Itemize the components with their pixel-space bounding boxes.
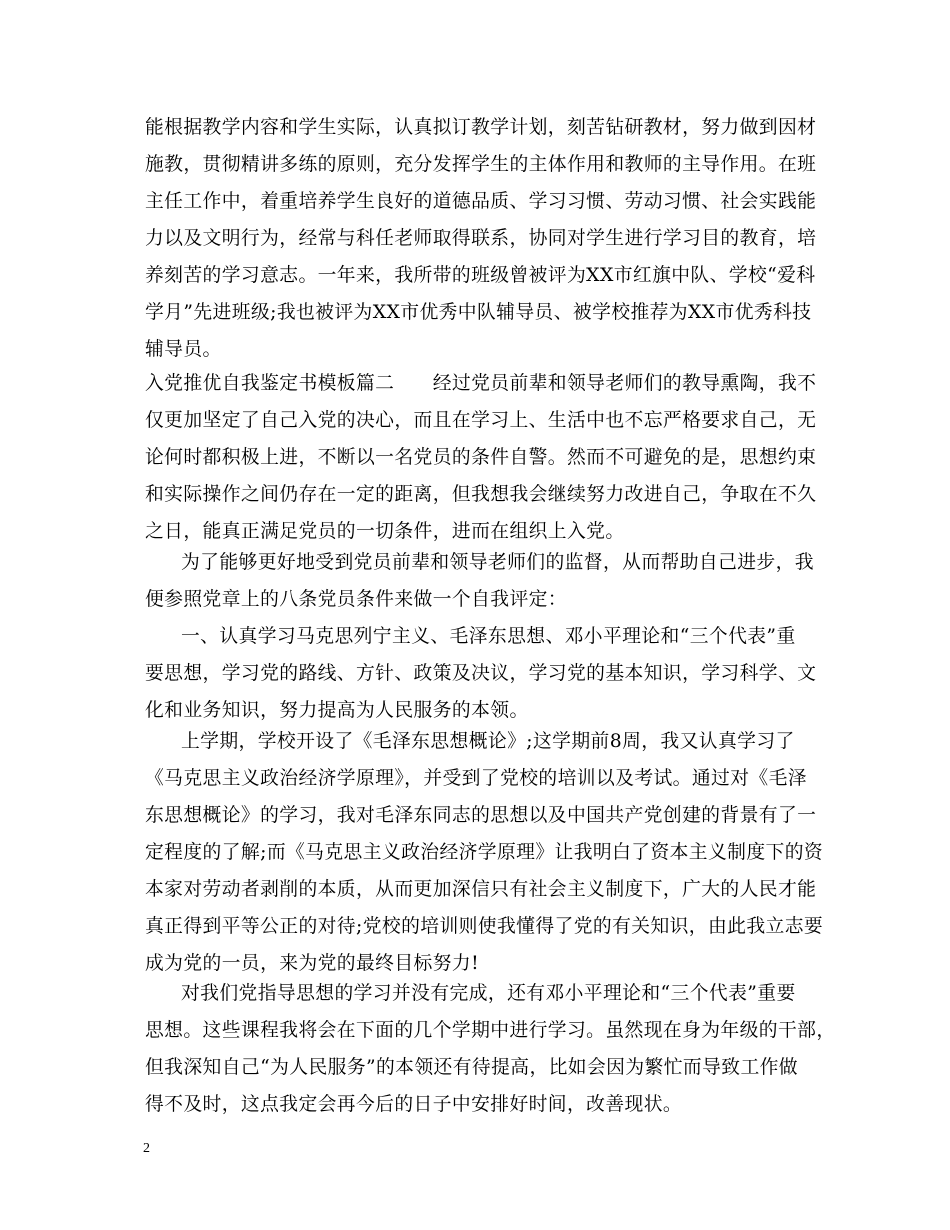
paragraph-5-line: 真正得到平等公正的对待;党校的培训则使我懂得了党的有关知识，由此我立志要 [145, 916, 824, 937]
paragraph-4-line: 一、认真学习马克思列宁主义、毛泽东思想、邓小平理论和“三个代表”重 [181, 626, 796, 647]
page-number: 2 [143, 1141, 150, 1156]
paragraph-5-line: 本家对劳动者剥削的本质，从而更加深信只有社会主义制度下，广大的人民才能 [145, 879, 817, 900]
paragraph-5-line: 成为党的一员，来为党的最终目标努力! [145, 953, 480, 974]
paragraph-5-line: 定程度的了解;而《马克思主义政治经济学原理》让我明白了资本主义制度下的资 [145, 842, 824, 863]
paragraph-1-line: 力以及文明行为，经常与科任老师取得联系，协同对学生进行学习目的教育，培 [145, 228, 817, 249]
paragraph-2-line: 入党推优自我鉴定书模板篇二 经过党员前辈和领导老师们的教导熏陶，我不 [145, 373, 817, 394]
paragraph-1-line: 施教，贯彻精讲多练的原则，充分发挥学生的主体作用和教师的主导作用。在班 [145, 154, 817, 175]
paragraph-6-line: 但我深知自己“为人民服务”的本领还有待提高，比如会因为繁忙而导致工作做 [145, 1057, 798, 1078]
paragraph-4-line: 化和业务知识，努力提高为人民服务的本领。 [145, 700, 529, 721]
paragraph-1-line: 主任工作中，着重培养学生良好的道德品质、学习习惯、劳动习惯、社会实践能 [145, 191, 817, 212]
paragraph-2-line: 和实际操作之间仍存在一定的距离，但我想我会继续努力改进自己，争取在不久 [145, 484, 817, 505]
paragraph-1-line: 养刻苦的学习意志。一年来，我所带的班级曾被评为XX市红旗中队、学校“爱科 [145, 265, 816, 286]
paragraph-2-line: 仅更加坚定了自己入党的决心，而且在学习上、生活中也不忘严格要求自己，无 [145, 410, 817, 431]
paragraph-2-line: 论何时都积极上进，不断以一名党员的条件自警。然而不可避免的是，思想约束 [145, 447, 817, 468]
paragraph-3-line: 便参照党章上的八条党员条件来做一个自我评定： [145, 589, 567, 610]
paragraph-1-line: 学月”先进班级;我也被评为XX市优秀中队辅导员、被学校推荐为XX市优秀科技 [145, 302, 812, 323]
paragraph-1-line: 辅导员。 [145, 339, 222, 360]
paragraph-1-line: 能根据教学内容和学生实际，认真拟订教学计划，刻苦钻研教材，努力做到因材 [145, 117, 817, 138]
paragraph-3-line: 为了能够更好地受到党员前辈和领导老师们的监督，从而帮助自己进步，我 [181, 552, 814, 573]
paragraph-6-line: 思想。这些课程我将会在下面的几个学期中进行学习。虽然现在身为年级的干部， [145, 1020, 836, 1041]
paragraph-5-line: 上学期，学校开设了《毛泽东思想概论》;这学期前8周，我又认真学习了 [181, 731, 795, 752]
paragraph-4-line: 要思想，学习党的路线、方针、政策及决议，学习党的基本知识，学习科学、文 [145, 663, 817, 684]
paragraph-2-line: 之日，能真正满足党员的一切条件，进而在组织上入党。 [145, 521, 625, 542]
paragraph-5-line: 《马克思主义政治经济学原理》，并受到了党校的培训以及考试。通过对《毛泽 [145, 768, 807, 789]
paragraph-6-line: 对我们党指导思想的学习并没有完成，还有邓小平理论和“三个代表”重要 [181, 983, 796, 1004]
paragraph-6-line: 得不及时，这点我定会再今后的日子中安排好时间，改善现状。 [145, 1094, 683, 1115]
paragraph-5-line: 东思想概论》的学习，我对毛泽东同志的思想以及中国共产党创建的背景有了一 [145, 805, 817, 826]
